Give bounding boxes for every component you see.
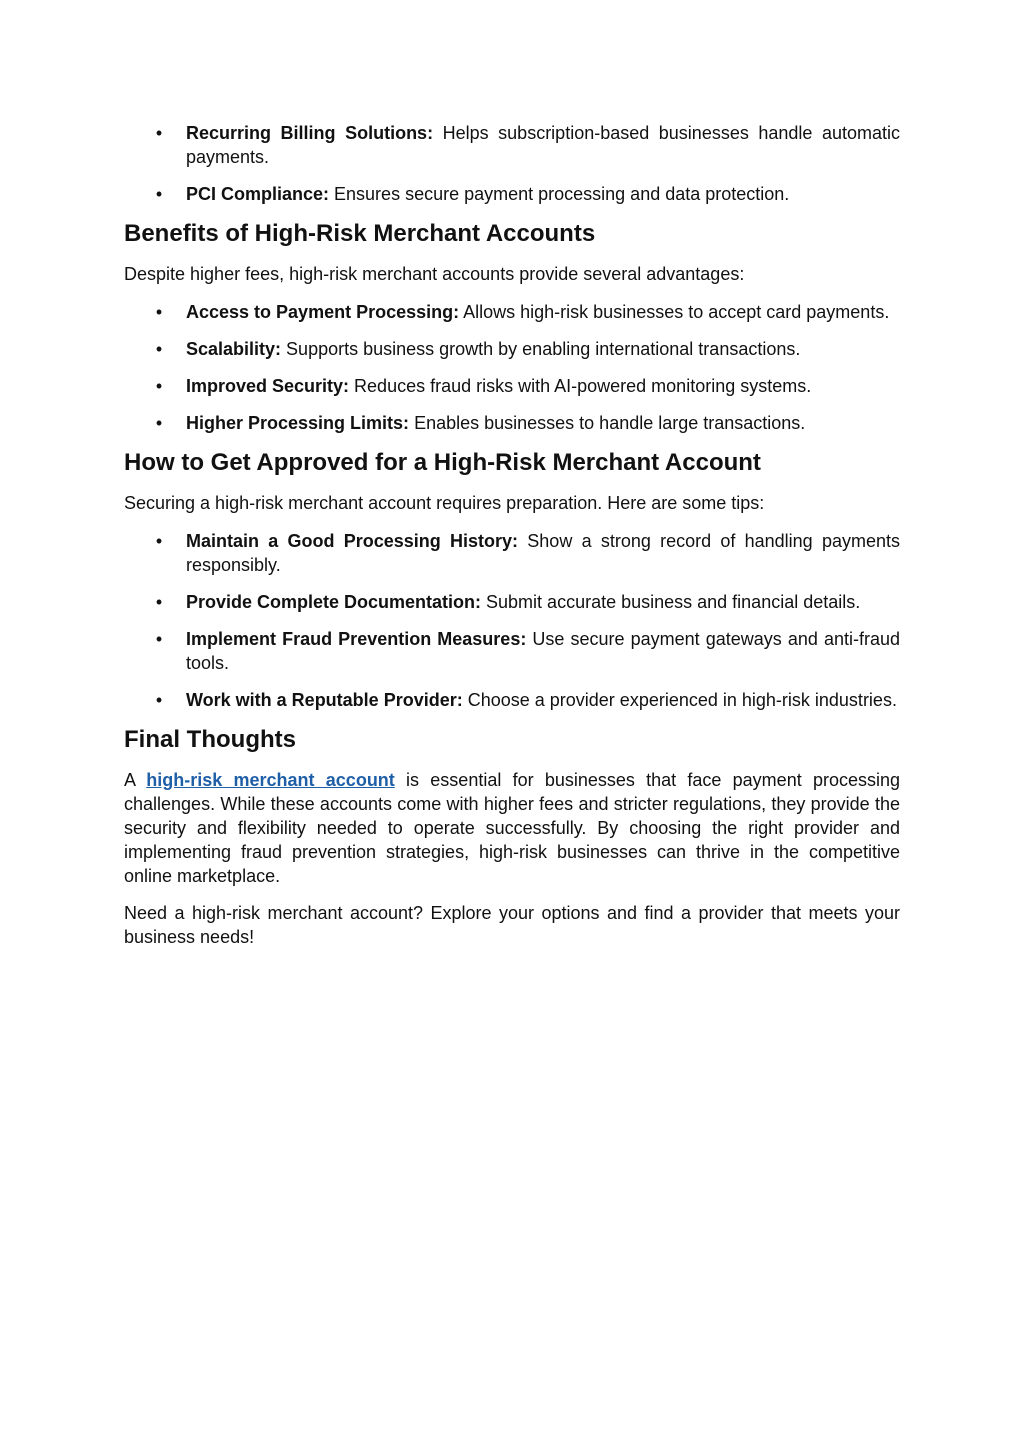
list-item: • Work with a Reputable Provider: Choose a provider experienced in high-risk industries. (155, 690, 897, 710)
list-item: • Provide Complete Documentation: Submit accurate business and financial details. (155, 592, 861, 612)
list-item: • Higher Processing Limits: Enables businesses to handle large transactions. (155, 413, 806, 433)
bullet-icon: • (155, 302, 163, 322)
features-list (124, 121, 900, 206)
bullet-icon: • (155, 690, 163, 710)
section-heading-approval: How to Get Approved for a High-Risk Merchant Account (124, 449, 761, 476)
list-item: • Implement Fraud Prevention Measures: Use secure payment gateways and anti-fraud tools. (155, 629, 900, 673)
bullet-icon: • (155, 629, 163, 649)
section-intro-approval: Securing a high-risk merchant account requires preparation. Here are some tips: (124, 493, 765, 513)
list-item: • Maintain a Good Processing History: Show a strong record of handling payments responsibly. (155, 531, 900, 575)
list-item: • Scalability: Supports business growth by enabling international transactions. (155, 339, 801, 359)
bullet-icon: • (155, 339, 163, 359)
list-item: • Recurring Billing Solutions: Helps subscription-based businesses handle automatic payments. (155, 123, 900, 167)
section-intro-benefits: Despite higher fees, high-risk merchant accounts provide several advantages: (124, 264, 745, 284)
final-paragraph-1: A high-risk merchant account is essential for businesses that face payment processing challenges. While these accounts come with higher fees and stricter regulations, they provide the security and flexibility needed to operate successfully. By choosing the right provider and implementing fraud prevention strategies, high-risk businesses can thrive in the competitive online marketplace. (124, 770, 900, 886)
approval-list (124, 529, 900, 712)
section-heading-benefits: Benefits of High-Risk Merchant Accounts (124, 220, 596, 247)
final-paragraph-2: Need a high-risk merchant account? Explore your options and find a provider that meets your business needs! (124, 903, 900, 947)
benefits-list (124, 300, 900, 435)
list-item: • Improved Security: Reduces fraud risks with AI-powered monitoring systems. (155, 376, 812, 396)
merchant-account-link[interactable]: high-risk merchant account (146, 770, 395, 790)
section-heading-final: Final Thoughts (124, 726, 296, 753)
list-item: • PCI Compliance: Ensures secure payment processing and data protection. (155, 184, 790, 204)
bullet-icon: • (155, 413, 163, 433)
bullet-icon: • (155, 376, 163, 396)
bullet-icon: • (155, 184, 163, 204)
bullet-icon: • (155, 123, 163, 143)
document-body (124, 121, 900, 949)
bullet-icon: • (155, 531, 163, 551)
bullet-icon: • (155, 592, 163, 612)
list-item: • Access to Payment Processing: Allows high-risk businesses to accept card payments. (155, 302, 890, 322)
